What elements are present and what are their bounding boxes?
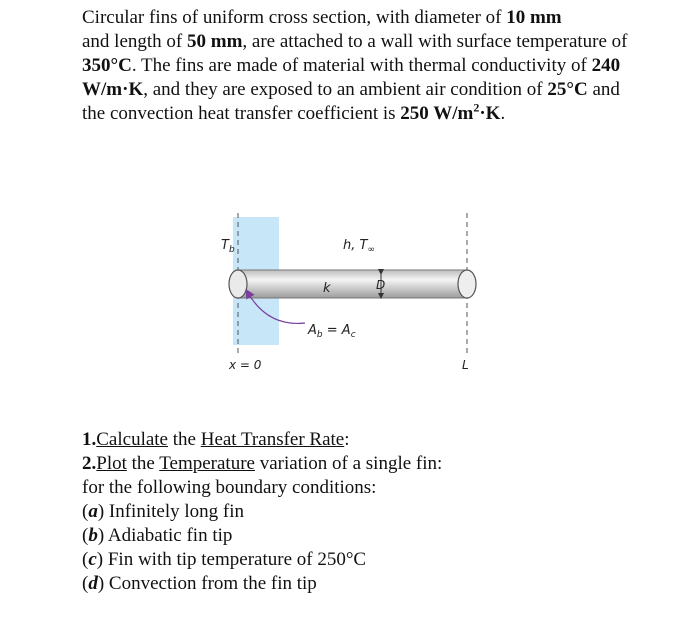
condition-a: (a) Infinitely long fin xyxy=(82,501,244,522)
task-2-the: the xyxy=(126,453,160,474)
task-2-rest: variation of a single fin: xyxy=(254,453,443,474)
problem-statement xyxy=(82,6,642,126)
conductivity-value: 240 W/m·K xyxy=(82,55,621,100)
k-label: k xyxy=(323,281,331,296)
condition-c-text: Fin with tip temperature of 250°C xyxy=(103,549,367,570)
condition-b-label: b xyxy=(88,525,98,546)
fin-base-face xyxy=(229,270,247,298)
area-label: $A_b = A_c$ xyxy=(308,323,356,340)
condition-a-text: Infinitely long fin xyxy=(104,501,244,522)
condition-c-label: c xyxy=(88,549,97,570)
problem-text-5: , and they are exposed to an ambient air condition of xyxy=(143,79,548,100)
l-label: L xyxy=(462,358,469,372)
task-2 xyxy=(82,452,642,476)
task-2-number: 2. xyxy=(82,453,97,474)
h-tinf-label: h, $T_\infty$ xyxy=(343,238,375,255)
task-1-the: the xyxy=(168,429,201,450)
diameter-value: 10 mm xyxy=(506,7,562,28)
task-1-number: 1. xyxy=(82,429,97,450)
task-list xyxy=(82,428,642,596)
fin-rod xyxy=(238,270,467,298)
task-1-heat-transfer-rate: Heat Transfer Rate xyxy=(200,429,345,450)
condition-d: (d) Convection from the fin tip xyxy=(82,573,317,594)
problem-paragraph xyxy=(82,6,642,126)
condition-b-text: Adiabatic fin tip xyxy=(104,525,233,546)
tb-label: $T_b$ xyxy=(221,238,235,255)
ambient-temp-value: 25°C xyxy=(547,79,588,100)
x0-label: x = 0 xyxy=(229,358,262,372)
fin-diagram-svg xyxy=(200,205,520,390)
h-value xyxy=(400,100,501,124)
condition-b: (b) Adiabatic fin tip xyxy=(82,525,233,546)
h-value-number: 250 W/m xyxy=(400,103,474,124)
surface-temp-value: 350°C xyxy=(82,55,132,76)
problem-text-1: Circular fins of uniform cross section, with diameter of xyxy=(82,7,507,28)
problem-text-6: and the convection heat transfer coefficient is xyxy=(82,79,620,124)
fin-tip-face xyxy=(458,270,476,298)
problem-text-4: . The fins are made of material with thermal conductivity of xyxy=(131,55,592,76)
problem-text-7: . xyxy=(500,103,506,124)
problem-text-3: , are attached to a wall with surface temperature of xyxy=(242,31,628,52)
problem-text-2: and length of xyxy=(82,31,188,52)
task-2-temperature: Temperature xyxy=(159,453,255,474)
condition-d-text: Convection from the fin tip xyxy=(104,573,317,594)
condition-d-label: d xyxy=(88,573,98,594)
h-value-exponent: 2 xyxy=(473,100,480,115)
length-value: 50 mm xyxy=(187,31,243,52)
task-1-calculate: Calculate xyxy=(96,429,168,450)
task-2-plot: Plot xyxy=(96,453,127,474)
fin-diagram xyxy=(200,205,520,390)
h-value-unit-tail: ·K xyxy=(479,103,501,124)
condition-a-label: a xyxy=(88,501,98,522)
d-label: D xyxy=(376,278,386,292)
task-1-colon: : xyxy=(344,429,350,450)
task-2-line-2: for the following boundary conditions: xyxy=(82,477,377,498)
task-1 xyxy=(82,428,642,452)
condition-c: (c) Fin with tip temperature of 250°C xyxy=(82,549,367,570)
